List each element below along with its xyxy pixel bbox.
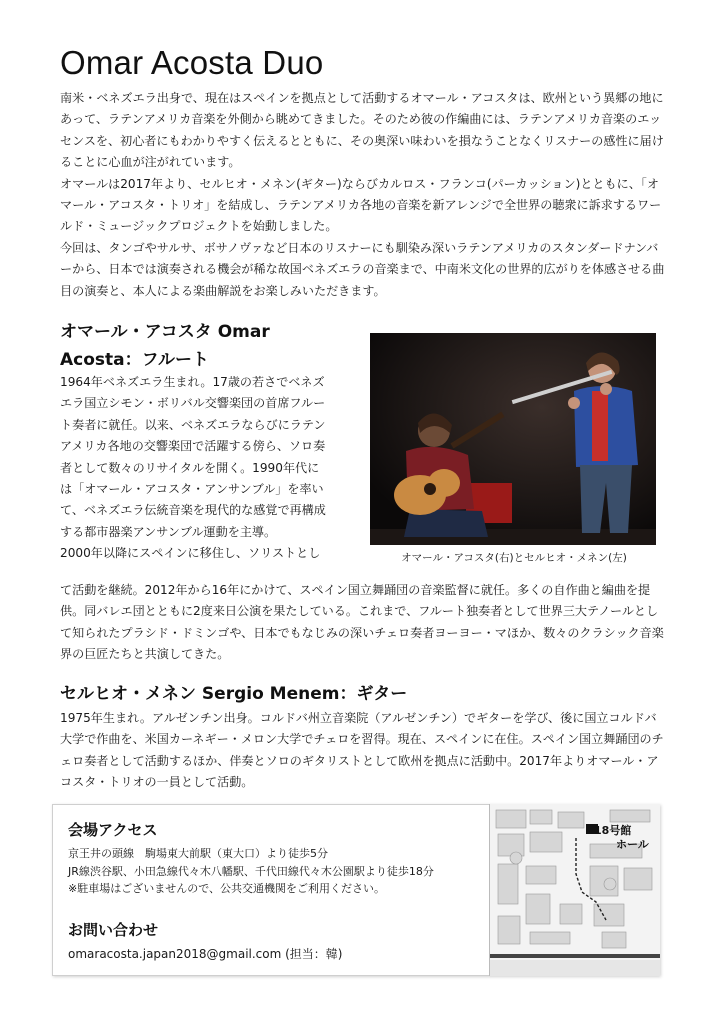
contact-email[interactable]: omaracosta.japan2018@gmail.com (担当：韓) (68, 947, 343, 961)
sergio-bio: 1975年生まれ。アルゼンチン出身。コルドバ州立音楽院（アルゼンチン）でギターを学び、後に国立コルドバ大学で作曲を、米国カーネギー・メロン大学でチェロを習得。現在、スペインに在住。スペイン国立舞踊団のチェロ奏者として活動するほか、伴奏とソロのギタリストとして欧州を拠点に活動中。2017年よりオマール・アコスタ・トリオの一員として活動。 (60, 711, 664, 790)
omar-heading-line: オマール・アコスタ Omar (60, 322, 270, 342)
page-title: Omar Acosta Duo (60, 44, 324, 81)
duo-photo-illustration (370, 333, 656, 545)
omar-bio-line: 2000年以降にスペインに移住し、ソリストとし (60, 546, 321, 561)
venue-map-drawing (490, 804, 660, 976)
duo-photo (370, 333, 656, 545)
photo-caption: オマール・アコスタ(右)とセルヒオ・メネン(左) (401, 552, 627, 564)
omar-heading (60, 318, 360, 374)
sergio-heading: セルヒオ・メネン Sergio Menem：ギター (60, 684, 408, 704)
access-lines (68, 845, 488, 898)
venue-map (489, 804, 660, 976)
access-heading: 会場アクセス (68, 821, 158, 839)
access-line: 京王井の頭線 駒場東大前駅（東大口）より徒歩5分 (68, 847, 328, 860)
omar-bio-line: エラ国立シモン・ボリバル交響楽団の首席フルー (60, 396, 326, 411)
omar-bio-wide: て活動を継続。2012年から16年にかけて、スペイン国立舞踊団の音楽監督に就任。多くの自作曲と編曲を提供。同バレエ団とともに2度来日公演を果たしている。これまで、フルート独奏者として世界三大テノールとして知られたプラシド・ドミンゴや、日本でもなじみの深いチェロ奏者ヨーヨー・マほか、数々のクラシック音楽界の巨匠たちと共演してきた。 (60, 583, 664, 662)
omar-bio-line: て、ベネズエラ伝統音楽を現代的な感覚で再構成 (60, 503, 326, 518)
map-hall-label: ホール (616, 838, 649, 851)
omar-bio-line: 1964年ベネズエラ生まれ。17歳の若さでベネズ (60, 375, 325, 389)
access-line: JR線渋谷駅、小田急線代々木八幡駅、千代田線代々木公園駅より徒歩18分 (68, 864, 434, 878)
omar-bio-line: は「オマール・アコスタ・アンサンブル」を率い (60, 482, 324, 497)
intro-paragraph: オマールは2017年より、セルヒオ・メネン(ギター)ならびカルロス・フランコ(パーカッション)とともに、「オマール・アコスタ・トリオ」を結成し、ラテンアメリカ各地の音楽を新アレンジで全世界の聴衆に訴求するワールド・ミュージックプロジェクトを始動しました。 (60, 176, 662, 234)
omar-bio-narrow (60, 372, 360, 565)
omar-bio-line: ト奏者に就任。以来、ベネズエラならびにラテン (60, 417, 326, 432)
intro-section (60, 88, 668, 302)
omar-bio-line: 者として数々のリサイタルを開く。1990年代に (60, 460, 320, 475)
omar-heading-line: Acosta：フルート (60, 350, 209, 370)
access-line: ※駐車場はございませんので、公共交通機関をご利用ください。 (68, 882, 385, 895)
omar-bio-line: する都市器楽アンサンブル運動を主導。 (60, 524, 277, 539)
intro-paragraph: 南米・ベネズエラ出身で、現在はスペインを拠点として活動するオマール・アコスタは、欧州という異郷の地にあって、ラテンアメリカ音楽を外側から眺めてきました。そのため彼の作編曲には、ラテンアメリカ音楽のエッセンスを、初心者にもわかりやすく伝えるとともに、その奥深い味わいを損なうことなくリスナーの感性に届けることに心血が注がれています。 (60, 91, 664, 170)
contact-heading: お問い合わせ (68, 921, 159, 939)
intro-paragraph: 今回は、タンゴやサルサ、ボサノヴァなど日本のリスナーにも馴染み深いラテンアメリカのスタンダードナンバーから、日本では演奏される機会が稀な故国ベネズエラの音楽まで、中南米文化の世界的広がりを体感させる曲目の演奏と、本人による楽曲解説をお楽しみいただきます。 (60, 240, 665, 298)
map-building-label: 18号館 (594, 824, 632, 837)
omar-bio-line: アメリカ各地の交響楽団で活躍する傍ら、ソロ奏 (60, 439, 326, 454)
